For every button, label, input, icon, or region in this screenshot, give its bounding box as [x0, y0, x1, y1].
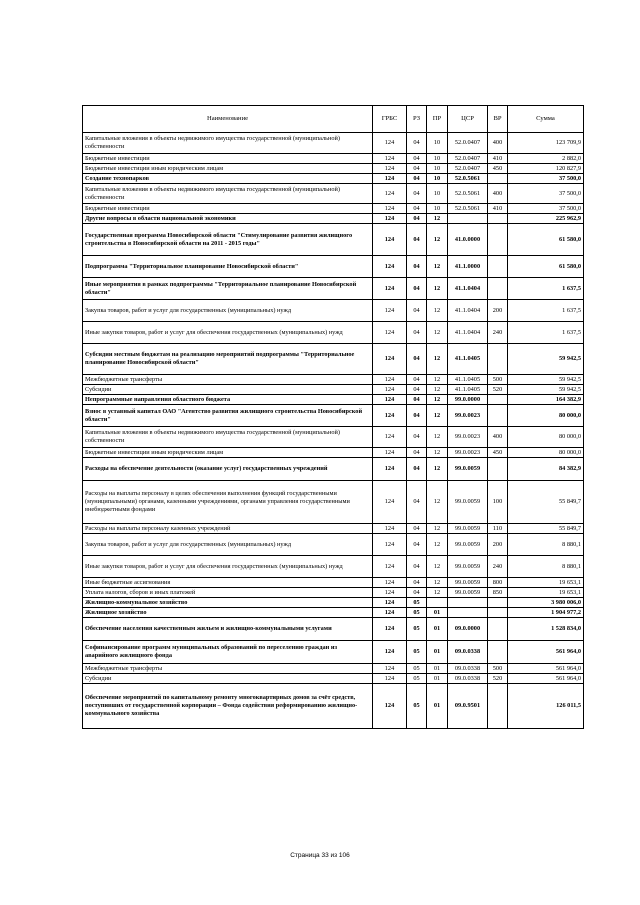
cell-rz: 04 — [407, 214, 427, 224]
cell-pr: 12 — [427, 385, 448, 395]
cell-grbs: 124 — [373, 618, 407, 641]
cell-name: Бюджетные инвестиции — [83, 154, 373, 164]
table-row — [83, 684, 584, 729]
table-header-row — [83, 106, 584, 133]
cell-rz: 04 — [407, 164, 427, 174]
cell-name: Субсидии — [83, 674, 373, 684]
cell-sum: 8 880,1 — [508, 556, 584, 578]
table-row — [83, 608, 584, 618]
cell-name: Обеспечение мероприятий по капитальному ремонту многоквартирных домов за счёт средств, поступивших от государственной корпорации – Фонда содействия реформированию жилищно-коммунального хозяйства — [83, 684, 373, 729]
cell-rz: 04 — [407, 184, 427, 204]
cell-grbs: 124 — [373, 154, 407, 164]
cell-csr: 41.1.0404 — [448, 278, 488, 300]
cell-pr: 12 — [427, 256, 448, 278]
cell-rz: 05 — [407, 674, 427, 684]
cell-rz: 04 — [407, 578, 427, 588]
cell-pr: 10 — [427, 164, 448, 174]
cell-sum: 59 942,5 — [508, 375, 584, 385]
cell-vr — [488, 405, 508, 427]
cell-grbs: 124 — [373, 448, 407, 458]
cell-rz: 04 — [407, 224, 427, 256]
cell-pr: 12 — [427, 322, 448, 344]
cell-csr: 09.0.0338 — [448, 641, 488, 664]
cell-name: Закупка товаров, работ и услуг для государственных (муниципальных) нужд — [83, 300, 373, 322]
cell-pr: 01 — [427, 641, 448, 664]
table-row — [83, 385, 584, 395]
table-row — [83, 588, 584, 598]
cell-csr: 99.0.0023 — [448, 427, 488, 448]
cell-pr: 12 — [427, 588, 448, 598]
table-row — [83, 278, 584, 300]
cell-csr — [448, 598, 488, 608]
cell-grbs: 124 — [373, 344, 407, 375]
cell-pr: 10 — [427, 133, 448, 154]
cell-rz: 04 — [407, 481, 427, 524]
cell-sum: 561 964,0 — [508, 664, 584, 674]
cell-csr — [448, 214, 488, 224]
table-row — [83, 524, 584, 534]
table-row — [83, 481, 584, 524]
cell-csr: 99.0.0059 — [448, 588, 488, 598]
cell-csr: 09.0.0000 — [448, 618, 488, 641]
cell-vr: 500 — [488, 664, 508, 674]
cell-name: Создание технопарков — [83, 174, 373, 184]
cell-sum: 59 942,5 — [508, 344, 584, 375]
table-row — [83, 405, 584, 427]
table-row — [83, 534, 584, 556]
cell-sum: 61 580,0 — [508, 224, 584, 256]
cell-sum: 37 500,0 — [508, 184, 584, 204]
cell-name: Иные закупки товаров, работ и услуг для обеспечения государственных (муниципальных) нужд — [83, 556, 373, 578]
cell-csr: 52.0.5061 — [448, 204, 488, 214]
table-row — [83, 598, 584, 608]
cell-grbs: 124 — [373, 641, 407, 664]
cell-name: Бюджетные инвестиции иным юридическим лицам — [83, 164, 373, 174]
cell-name: Закупка товаров, работ и услуг для государственных (муниципальных) нужд — [83, 534, 373, 556]
cell-rz: 04 — [407, 524, 427, 534]
table-row — [83, 184, 584, 204]
cell-rz: 04 — [407, 385, 427, 395]
cell-vr: 200 — [488, 300, 508, 322]
cell-sum: 80 000,0 — [508, 427, 584, 448]
cell-name: Межбюджетные трансферты — [83, 664, 373, 674]
cell-name: Субсидии местным бюджетам на реализацию мероприятий подпрограммы "Территориальное планирование Новосибирской области" — [83, 344, 373, 375]
header-sum: Сумма — [508, 106, 584, 133]
cell-name: Капитальные вложения в объекты недвижимого имущества государственной (муниципальной) собственности — [83, 427, 373, 448]
cell-csr: 99.0.0059 — [448, 556, 488, 578]
cell-rz: 04 — [407, 278, 427, 300]
cell-name: Другие вопросы в области национальной экономики — [83, 214, 373, 224]
cell-pr: 12 — [427, 448, 448, 458]
cell-pr: 12 — [427, 375, 448, 385]
cell-grbs: 124 — [373, 395, 407, 405]
cell-rz: 04 — [407, 427, 427, 448]
cell-grbs: 124 — [373, 214, 407, 224]
cell-csr — [448, 608, 488, 618]
cell-csr: 99.0.0059 — [448, 524, 488, 534]
cell-pr: 12 — [427, 405, 448, 427]
cell-rz: 04 — [407, 405, 427, 427]
cell-sum: 80 000,0 — [508, 405, 584, 427]
cell-name: Иные бюджетные ассигнования — [83, 578, 373, 588]
cell-grbs: 124 — [373, 608, 407, 618]
cell-grbs: 124 — [373, 684, 407, 729]
cell-vr: 400 — [488, 427, 508, 448]
table-row — [83, 174, 584, 184]
cell-vr: 410 — [488, 204, 508, 214]
cell-grbs: 124 — [373, 427, 407, 448]
cell-vr: 110 — [488, 524, 508, 534]
cell-csr: 52.0.5061 — [448, 174, 488, 184]
cell-grbs: 124 — [373, 534, 407, 556]
cell-csr: 41.1.0405 — [448, 344, 488, 375]
cell-name: Бюджетные инвестиции иным юридическим лицам — [83, 448, 373, 458]
cell-sum: 61 580,0 — [508, 256, 584, 278]
cell-grbs: 124 — [373, 256, 407, 278]
header-grbs: ГРБС — [373, 106, 407, 133]
table-row — [83, 674, 584, 684]
cell-grbs: 124 — [373, 322, 407, 344]
cell-rz: 04 — [407, 375, 427, 385]
cell-sum: 8 880,1 — [508, 534, 584, 556]
cell-sum: 164 382,9 — [508, 395, 584, 405]
cell-grbs: 124 — [373, 405, 407, 427]
cell-pr: 12 — [427, 556, 448, 578]
cell-rz: 04 — [407, 395, 427, 405]
cell-sum: 59 942,5 — [508, 385, 584, 395]
cell-vr — [488, 344, 508, 375]
table-row — [83, 641, 584, 664]
table-row — [83, 164, 584, 174]
cell-pr: 01 — [427, 608, 448, 618]
cell-pr: 12 — [427, 300, 448, 322]
table-row — [83, 427, 584, 448]
cell-pr: 01 — [427, 684, 448, 729]
cell-rz: 04 — [407, 322, 427, 344]
cell-csr: 99.0.0000 — [448, 395, 488, 405]
header-name: Наименование — [83, 106, 373, 133]
cell-grbs: 124 — [373, 674, 407, 684]
cell-vr: 400 — [488, 184, 508, 204]
table-row — [83, 344, 584, 375]
cell-pr: 12 — [427, 395, 448, 405]
cell-rz: 04 — [407, 154, 427, 164]
cell-grbs: 124 — [373, 556, 407, 578]
cell-csr: 52.0.0407 — [448, 154, 488, 164]
cell-pr: 10 — [427, 204, 448, 214]
cell-rz: 04 — [407, 300, 427, 322]
cell-sum: 1 637,5 — [508, 300, 584, 322]
cell-sum: 84 382,9 — [508, 458, 584, 481]
cell-rz: 04 — [407, 556, 427, 578]
cell-csr: 52.0.0407 — [448, 133, 488, 154]
cell-rz: 05 — [407, 618, 427, 641]
cell-rz: 04 — [407, 344, 427, 375]
cell-vr: 200 — [488, 534, 508, 556]
cell-pr: 12 — [427, 214, 448, 224]
cell-pr: 12 — [427, 224, 448, 256]
cell-pr: 10 — [427, 174, 448, 184]
cell-sum: 1 528 834,0 — [508, 618, 584, 641]
cell-sum: 3 980 006,0 — [508, 598, 584, 608]
table-row — [83, 375, 584, 385]
cell-name: Капитальные вложения в объекты недвижимого имущества государственной (муниципальной) собственности — [83, 133, 373, 154]
cell-pr: 12 — [427, 481, 448, 524]
cell-rz: 05 — [407, 598, 427, 608]
cell-pr: 12 — [427, 344, 448, 375]
cell-csr: 41.1.0404 — [448, 322, 488, 344]
cell-sum: 126 011,5 — [508, 684, 584, 729]
cell-vr — [488, 641, 508, 664]
cell-vr: 100 — [488, 481, 508, 524]
cell-vr — [488, 618, 508, 641]
cell-name: Государственная программа Новосибирской области "Стимулирование развития жилищного строительства в Новосибирской области на 2011 - 2015 годы" — [83, 224, 373, 256]
cell-sum: 37 500,0 — [508, 174, 584, 184]
cell-csr: 52.0.0407 — [448, 164, 488, 174]
cell-name: Бюджетные инвестиции — [83, 204, 373, 214]
cell-grbs: 124 — [373, 524, 407, 534]
cell-csr: 99.0.0059 — [448, 481, 488, 524]
table-row — [83, 154, 584, 164]
cell-name: Уплата налогов, сборов и иных платежей — [83, 588, 373, 598]
cell-vr: 450 — [488, 164, 508, 174]
header-csr: ЦСР — [448, 106, 488, 133]
cell-pr: 10 — [427, 154, 448, 164]
table-row — [83, 224, 584, 256]
cell-vr — [488, 278, 508, 300]
cell-vr — [488, 256, 508, 278]
cell-csr: 99.0.0059 — [448, 534, 488, 556]
cell-rz: 05 — [407, 684, 427, 729]
cell-vr: 500 — [488, 375, 508, 385]
cell-sum: 80 000,0 — [508, 448, 584, 458]
header-pr: ПР — [427, 106, 448, 133]
cell-csr: 09.0.0338 — [448, 674, 488, 684]
cell-vr: 800 — [488, 578, 508, 588]
cell-pr: 12 — [427, 458, 448, 481]
cell-pr: 12 — [427, 578, 448, 588]
table-row — [83, 578, 584, 588]
cell-vr — [488, 174, 508, 184]
cell-vr: 240 — [488, 322, 508, 344]
cell-grbs: 124 — [373, 164, 407, 174]
cell-name: Непрограммные направления областного бюджета — [83, 395, 373, 405]
cell-rz: 04 — [407, 174, 427, 184]
cell-sum: 1 637,5 — [508, 278, 584, 300]
page-number: Страница 33 из 106 — [290, 852, 350, 859]
cell-pr: 12 — [427, 427, 448, 448]
cell-rz: 04 — [407, 204, 427, 214]
cell-sum: 2 882,0 — [508, 154, 584, 164]
cell-csr: 09.0.0338 — [448, 664, 488, 674]
table-row — [83, 556, 584, 578]
cell-sum: 123 709,9 — [508, 133, 584, 154]
cell-pr: 12 — [427, 534, 448, 556]
cell-name: Иные мероприятия в рамках подпрограммы "Территориальное планирование Новосибирской области" — [83, 278, 373, 300]
table-row — [83, 458, 584, 481]
cell-vr — [488, 608, 508, 618]
cell-vr: 520 — [488, 674, 508, 684]
cell-vr — [488, 214, 508, 224]
cell-csr: 09.0.9501 — [448, 684, 488, 729]
cell-name: Подпрограмма "Территориальное планирование Новосибирской области" — [83, 256, 373, 278]
cell-grbs: 124 — [373, 224, 407, 256]
cell-vr — [488, 395, 508, 405]
table-row — [83, 256, 584, 278]
cell-name: Расходы на выплаты персоналу в целях обеспечения выполнения функций государственными (муниципальными) органами, казенными учреждениями, органами управления государственными внебюджетными фондами — [83, 481, 373, 524]
table-row — [83, 214, 584, 224]
cell-sum: 1 637,5 — [508, 322, 584, 344]
cell-vr — [488, 684, 508, 729]
table-row — [83, 322, 584, 344]
table-row — [83, 204, 584, 214]
cell-csr: 99.0.0023 — [448, 448, 488, 458]
cell-grbs: 124 — [373, 578, 407, 588]
table-row — [83, 395, 584, 405]
cell-pr: 01 — [427, 674, 448, 684]
cell-rz: 04 — [407, 458, 427, 481]
cell-grbs: 124 — [373, 598, 407, 608]
cell-csr: 99.0.0059 — [448, 458, 488, 481]
cell-name: Жилищное хозяйство — [83, 608, 373, 618]
cell-sum: 19 653,1 — [508, 588, 584, 598]
cell-pr: 01 — [427, 618, 448, 641]
cell-sum: 225 962,9 — [508, 214, 584, 224]
cell-sum: 19 653,1 — [508, 578, 584, 588]
cell-name: Софинансирование программ муниципальных образований по переселению граждан из аварийного жилищного фонда — [83, 641, 373, 664]
cell-pr: 12 — [427, 278, 448, 300]
cell-rz: 05 — [407, 664, 427, 674]
cell-name: Иные закупки товаров, работ и услуг для обеспечения государственных (муниципальных) нужд — [83, 322, 373, 344]
cell-rz: 04 — [407, 534, 427, 556]
cell-vr — [488, 224, 508, 256]
cell-name: Обеспечение населения качественным жильем и жилищно-коммунальными услугами — [83, 618, 373, 641]
cell-sum: 120 827,9 — [508, 164, 584, 174]
cell-sum: 55 849,7 — [508, 524, 584, 534]
cell-grbs: 124 — [373, 458, 407, 481]
header-vr: ВР — [488, 106, 508, 133]
budget-table — [82, 105, 584, 729]
header-rz: РЗ — [407, 106, 427, 133]
table-row — [83, 133, 584, 154]
cell-grbs: 124 — [373, 174, 407, 184]
cell-pr: 12 — [427, 524, 448, 534]
cell-csr: 99.0.0059 — [448, 578, 488, 588]
table-row — [83, 448, 584, 458]
cell-name: Межбюджетные трансферты — [83, 375, 373, 385]
table-row — [83, 664, 584, 674]
cell-grbs: 124 — [373, 300, 407, 322]
cell-pr — [427, 598, 448, 608]
cell-vr: 850 — [488, 588, 508, 598]
cell-grbs: 124 — [373, 664, 407, 674]
cell-rz: 04 — [407, 448, 427, 458]
cell-name: Субсидии — [83, 385, 373, 395]
cell-rz: 04 — [407, 133, 427, 154]
cell-pr: 01 — [427, 664, 448, 674]
cell-grbs: 124 — [373, 278, 407, 300]
cell-vr: 400 — [488, 133, 508, 154]
cell-name: Жилищно-коммунальное хозяйство — [83, 598, 373, 608]
cell-grbs: 124 — [373, 133, 407, 154]
cell-sum: 1 904 977,2 — [508, 608, 584, 618]
cell-vr — [488, 598, 508, 608]
cell-vr: 240 — [488, 556, 508, 578]
cell-csr: 41.1.0000 — [448, 256, 488, 278]
cell-sum: 37 500,0 — [508, 204, 584, 214]
cell-csr: 52.0.5061 — [448, 184, 488, 204]
table-row — [83, 618, 584, 641]
table-body — [83, 133, 584, 729]
cell-name: Капитальные вложения в объекты недвижимого имущества государственной (муниципальной) собственности — [83, 184, 373, 204]
cell-name: Расходы на обеспечение деятельности (оказание услуг) государственных учреждений — [83, 458, 373, 481]
cell-name: Расходы на выплаты персоналу казенных учреждений — [83, 524, 373, 534]
cell-grbs: 124 — [373, 481, 407, 524]
cell-vr: 520 — [488, 385, 508, 395]
cell-grbs: 124 — [373, 588, 407, 598]
cell-csr: 41.1.0405 — [448, 375, 488, 385]
cell-sum: 561 964,0 — [508, 641, 584, 664]
cell-rz: 05 — [407, 641, 427, 664]
cell-sum: 561 964,0 — [508, 674, 584, 684]
cell-pr: 10 — [427, 184, 448, 204]
cell-csr: 41.1.0404 — [448, 300, 488, 322]
cell-vr: 410 — [488, 154, 508, 164]
cell-grbs: 124 — [373, 385, 407, 395]
cell-rz: 04 — [407, 588, 427, 598]
cell-grbs: 124 — [373, 184, 407, 204]
cell-sum: 55 849,7 — [508, 481, 584, 524]
cell-rz: 04 — [407, 256, 427, 278]
cell-csr: 41.1.0405 — [448, 385, 488, 395]
cell-vr — [488, 458, 508, 481]
table-row — [83, 300, 584, 322]
cell-csr: 41.0.0000 — [448, 224, 488, 256]
cell-grbs: 124 — [373, 375, 407, 385]
cell-grbs: 124 — [373, 204, 407, 214]
cell-rz: 05 — [407, 608, 427, 618]
cell-csr: 99.0.0023 — [448, 405, 488, 427]
cell-vr: 450 — [488, 448, 508, 458]
cell-name: Взнос в уставный капитал ОАО "Агентство развития жилищного строительства Новосибирской области" — [83, 405, 373, 427]
